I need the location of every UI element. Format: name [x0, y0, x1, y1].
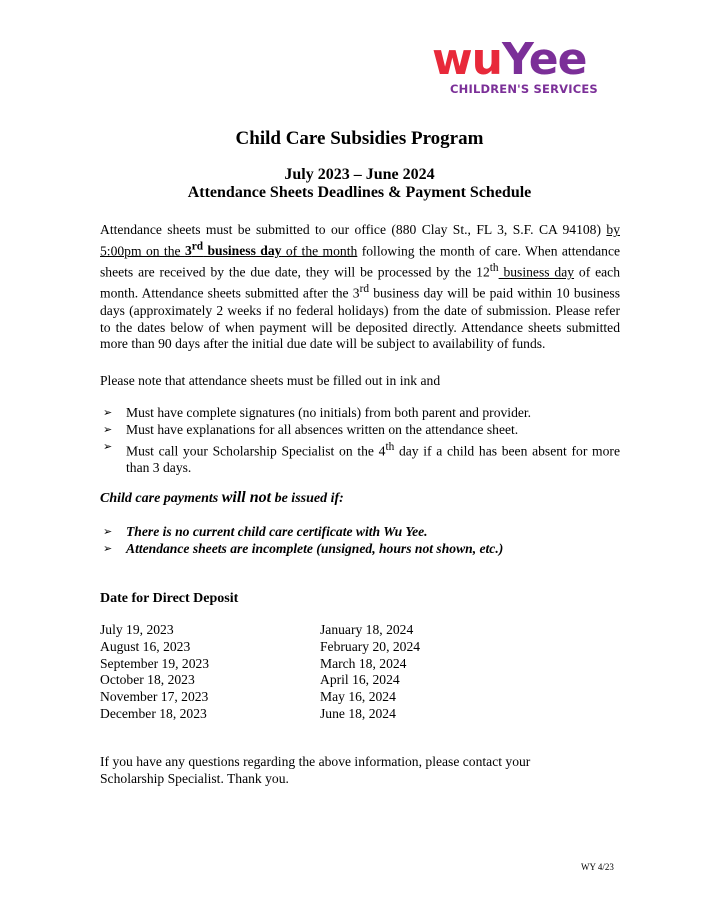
intro-s9: business day will be paid within 10 business days (approximately 2 weeks if no federal holidays) from the date of submission. Please refer to the dates below of when payment will be deposited directly. Attendance sheets submitted more than 90 days after the initial due date will be subject to availability of funds. — [100, 285, 620, 352]
requirement-text: Must call your Scholarship Specialist on the 4 — [126, 443, 386, 459]
intro-s3: 3 — [184, 243, 192, 259]
dates-right-column — [320, 622, 420, 723]
list-item: October 18, 2023 — [100, 672, 195, 688]
logo-yee: Yee — [501, 34, 587, 85]
arrow-bullet-icon: ➢ — [103, 439, 113, 453]
ink-note: Please note that attendance sheets must be filled out in ink and — [100, 373, 441, 388]
arrow-bullet-icon: ➢ — [103, 406, 113, 419]
deposit-heading: Date for Direct Deposit — [100, 591, 239, 606]
condition-text: Attendance sheets are incomplete (unsigned, hours not shown, etc.) — [126, 540, 504, 556]
intro-3rd — [184, 240, 282, 259]
requirement-sup: th — [385, 440, 395, 453]
intro-s7: business day — [498, 264, 575, 280]
payments-heading-c: be issued if: — [271, 491, 344, 506]
list-item: May 16, 2024 — [320, 689, 396, 705]
intro-s6-sup: th — [489, 262, 499, 275]
logo-subtitle: CHILDREN'S SERVICES — [450, 82, 598, 96]
document-title: Child Care Subsidies Program — [235, 128, 484, 149]
footer-code: WY 4/23 — [581, 862, 614, 872]
list-item — [100, 524, 620, 541]
payments-heading-emphasis: will not — [221, 489, 272, 506]
list-item — [100, 541, 620, 558]
intro-s3-sup: rd — [191, 240, 204, 253]
arrow-bullet-icon: ➢ — [103, 422, 113, 436]
condition-text: There is no current child care certificate with Wu Yee. — [126, 524, 428, 539]
intro-paragraph — [100, 222, 620, 353]
intro-s5: of the month — [281, 243, 358, 259]
logo-wu: wu — [432, 34, 502, 85]
closing-paragraph: If you have any questions regarding the above information, please contact your Scholarship Specialist. Thank you. — [100, 754, 531, 786]
list-item — [100, 439, 620, 477]
requirement-text: Must have complete signatures (no initials) from both parent and provider. — [126, 405, 532, 420]
list-item: June 18, 2024 — [320, 705, 396, 721]
payments-heading — [100, 489, 344, 507]
requirements-list — [100, 405, 620, 477]
conditions-list — [100, 524, 620, 558]
arrow-bullet-icon: ➢ — [103, 525, 113, 538]
arrow-bullet-icon: ➢ — [103, 541, 113, 555]
list-item — [100, 422, 620, 439]
dates-left-column — [100, 622, 209, 723]
list-item — [100, 405, 620, 422]
list-item: March 18, 2024 — [320, 655, 407, 671]
requirement-text: Must have explanations for all absences written on the attendance sheet. — [126, 421, 519, 437]
logo-wordmark — [432, 34, 622, 85]
list-item: February 20, 2024 — [320, 638, 421, 654]
intro-s8: of each month. Attendance sheets submitted after the 3 — [100, 264, 620, 301]
wu-yee-logo — [432, 34, 622, 98]
intro-s6: following the month of care. When attendance sheets are received by the due date, they will be processed by the 12 — [100, 243, 621, 280]
schedule-subtitle: Attendance Sheets Deadlines & Payment Schedule — [187, 184, 532, 201]
list-item: August 16, 2023 — [100, 638, 191, 654]
intro-s2: by 5:00pm on the — [100, 222, 620, 259]
intro-s1: Attendance sheets must be submitted to our office (880 Clay St., FL 3, S.F. CA 94108) — [100, 222, 607, 237]
list-item: January 18, 2024 — [320, 622, 414, 637]
list-item: November 17, 2023 — [100, 689, 209, 705]
list-item: December 18, 2023 — [100, 705, 207, 721]
intro-s8-sup: rd — [359, 283, 369, 296]
requirement-text-end: day if a child has been absent for more than 3 days. — [126, 443, 620, 475]
intro-s4: business day — [203, 243, 282, 259]
payments-heading-a: Child care payments — [100, 491, 222, 506]
list-item: April 16, 2024 — [320, 672, 400, 688]
list-item: July 19, 2023 — [100, 622, 174, 637]
date-range-subtitle: July 2023 – June 2024 — [284, 166, 435, 183]
list-item: September 19, 2023 — [100, 655, 210, 671]
